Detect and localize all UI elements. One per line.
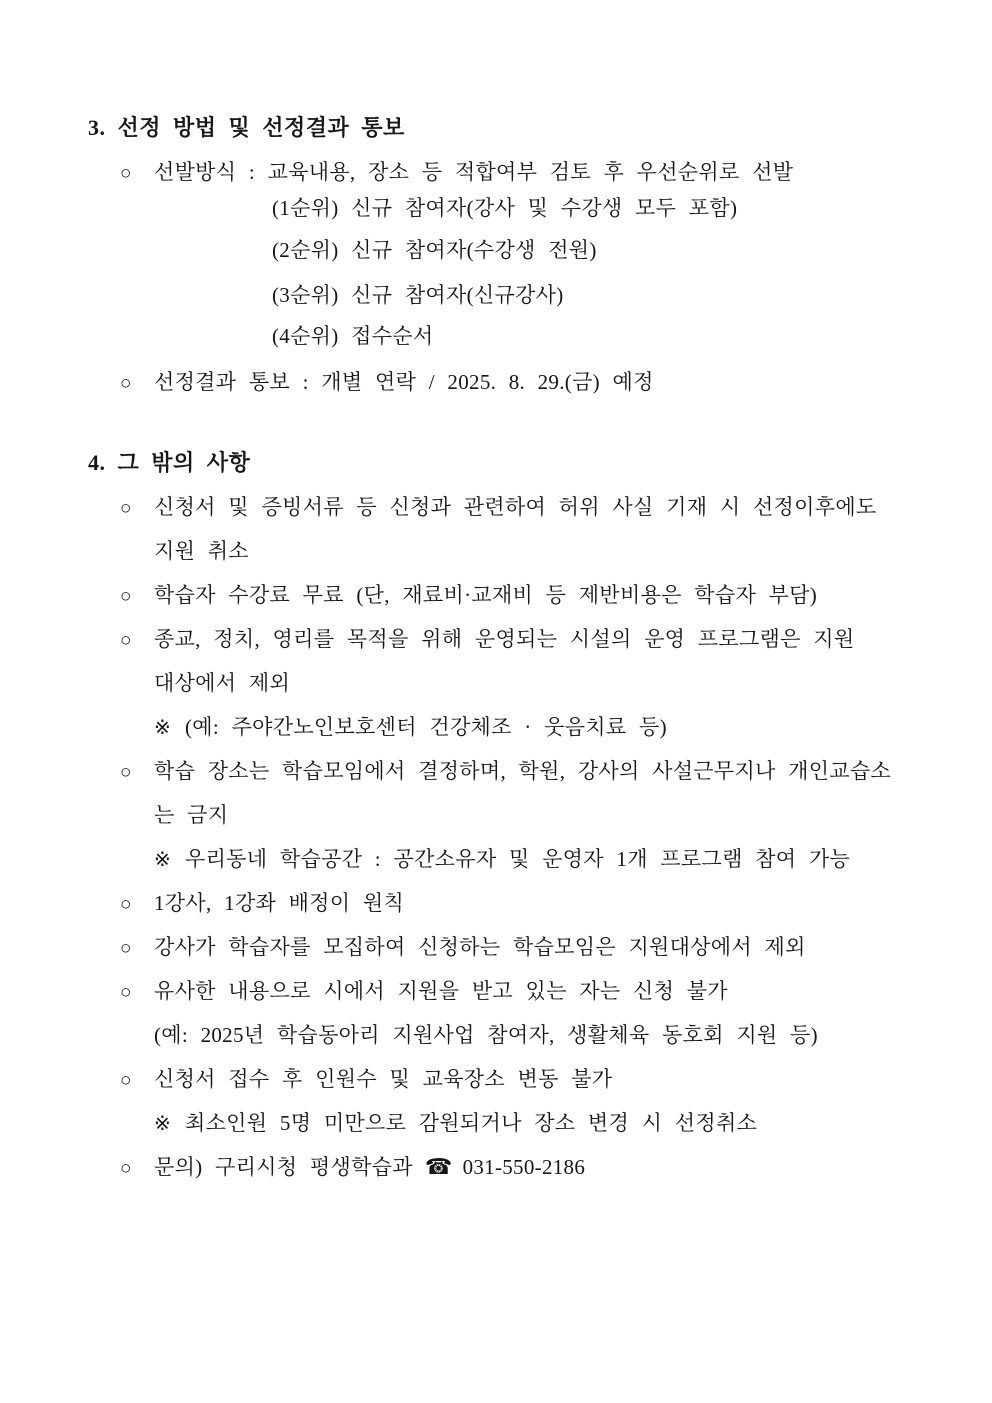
reference-mark-icon: ※: [154, 1113, 171, 1135]
minimum-headcount-note: [154, 1102, 757, 1144]
section-4-heading: 4. 그 밖의 사항: [88, 450, 251, 475]
bullet-circle-icon: ○: [120, 762, 132, 783]
bullet-circle-icon: ○: [120, 982, 132, 1003]
instructor-recruit-line: [120, 926, 806, 968]
bullet-circle-icon: ○: [120, 498, 132, 519]
reference-mark-icon: ※: [154, 717, 171, 739]
false-info-text: 신청서 및 증빙서류 등 신청과 관련하여 허위 사실 기재 시 선정이후에도: [154, 495, 877, 519]
excluded-facility-line-1: [120, 618, 854, 660]
bullet-circle-icon: ○: [120, 1158, 132, 1179]
result-notice-line: [120, 361, 654, 403]
instructor-recruit-text: 강사가 학습자를 모집하여 신청하는 학습모임은 지원대상에서 제외: [154, 935, 806, 959]
learning-place-text: 학습 장소는 학습모임에서 결정하며, 학원, 강사의 사설근무지나 개인교습소: [154, 759, 892, 783]
priority-3-line: (3순위) 신규 참여자(신규강사): [272, 283, 564, 307]
bullet-circle-icon: ○: [120, 373, 132, 394]
duplicate-support-text: 유사한 내용으로 시에서 지원을 받고 있는 자는 신청 불가: [154, 979, 728, 1003]
learning-space-note-text: 우리동네 학습공간 : 공간소유자 및 운영자 1개 프로그램 참여 가능: [185, 847, 851, 871]
free-tuition-line: [120, 574, 817, 616]
bullet-circle-icon: ○: [120, 938, 132, 959]
excluded-facility-note-text: (예: 주야간노인보호센터 건강체조 · 웃음치료 등): [185, 715, 667, 739]
contact-phone-number: 031-550-2186: [462, 1155, 586, 1179]
free-tuition-text: 학습자 수강료 무료 (단, 재료비·교재비 등 제반비용은 학습자 부담): [154, 583, 818, 607]
selection-method-text: 선발방식 : 교육내용, 장소 등 적합여부 검토 후 우선순위로 선발: [154, 160, 794, 184]
priority-4-line: (4순위) 접수순서: [272, 324, 434, 348]
result-notice-text: 선정결과 통보 : 개별 연락 / 2025. 8. 29.(금) 예정: [154, 370, 654, 394]
duplicate-support-line-2: (예: 2025년 학습동아리 지원사업 참여자, 생활체육 동호회 지원 등): [154, 1023, 818, 1047]
false-info-line-1: [120, 486, 877, 528]
priority-1-line: (1순위) 신규 참여자(강사 및 수강생 모두 포함): [272, 196, 738, 220]
contact-label: 문의) 구리시청 평생학습과: [154, 1155, 413, 1179]
duplicate-support-line-1: [120, 970, 728, 1012]
no-change-text: 신청서 접수 후 인원수 및 교육장소 변동 불가: [154, 1067, 613, 1091]
false-info-line-2: 지원 취소: [154, 539, 249, 563]
no-change-line: [120, 1058, 612, 1100]
learning-place-line-1: [120, 750, 891, 792]
phone-icon: ☎: [424, 1154, 453, 1179]
learning-place-line-2: 는 금지: [154, 803, 229, 827]
bullet-circle-icon: ○: [120, 1070, 132, 1091]
section-3-heading: 3. 선정 방법 및 선정결과 통보: [88, 115, 405, 140]
minimum-headcount-note-text: 최소인원 5명 미만으로 감원되거나 장소 변경 시 선정취소: [185, 1111, 758, 1135]
excluded-facility-line-2: 대상에서 제외: [154, 671, 291, 695]
learning-space-note: [154, 838, 850, 880]
bullet-circle-icon: ○: [120, 894, 132, 915]
one-course-rule-text: 1강사, 1강좌 배정이 원칙: [154, 891, 405, 915]
reference-mark-icon: ※: [154, 849, 171, 871]
excluded-facility-note: [154, 706, 667, 748]
contact-line: [120, 1146, 585, 1188]
one-course-rule-line: [120, 882, 404, 924]
bullet-circle-icon: ○: [120, 586, 132, 607]
bullet-circle-icon: ○: [120, 163, 132, 184]
priority-2-line: (2순위) 신규 참여자(수강생 전원): [272, 238, 597, 262]
excluded-facility-text: 종교, 정치, 영리를 목적을 위해 운영되는 시설의 운영 프로그램은 지원: [154, 627, 855, 651]
bullet-circle-icon: ○: [120, 630, 132, 651]
